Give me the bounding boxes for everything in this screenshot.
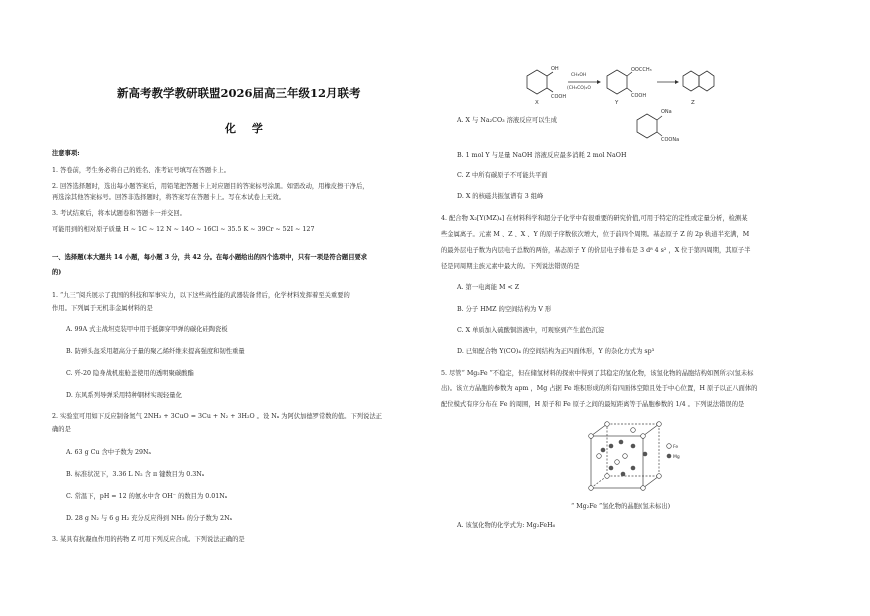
- option-c: C. Z 中所有碳原子不可能共平面: [457, 172, 548, 179]
- question-stem: 3. 某具有抗凝血作用的药物 Z 可用下列反应合成。下列说法正确的是: [52, 536, 245, 543]
- option-d: D. 28 g N₂ 与 6 g H₂ 充分反应得到 NH₃ 的分子数为 2Nₐ: [66, 515, 233, 522]
- group-oh: OH: [551, 66, 559, 72]
- legend-fe: Fe: [673, 445, 679, 450]
- group-cooh: COOH: [551, 94, 567, 100]
- question-stem: 2. 实验室可用如下反应制备氮气 2NH₃ + 3CuO = 3Cu + N₂ + 3H₂O 。设 Nₐ 为阿伏加德罗常数的值。下列说法正: [52, 413, 382, 420]
- option-c: C. 常温下，pH = 12 的氨水中含 OH⁻ 的数目为 0.01Nₐ: [66, 493, 228, 500]
- notice-heading: 注意事项:: [52, 150, 80, 157]
- label-x: X: [535, 100, 539, 106]
- question-stem: 确的是: [52, 426, 71, 433]
- option-b: B. 防弹头盔采用超高分子量的聚乙烯纤维来提高强度和韧性重量: [66, 348, 245, 355]
- option-b: B. 标准状况下，3.36 L N₂ 含 π 键数目为 0.3Nₐ: [66, 471, 205, 478]
- group-cooh: COOH: [631, 93, 647, 99]
- legend-mg-marker: [667, 454, 672, 459]
- benzene-ring-x: [527, 70, 547, 94]
- pyrone-ring-z: [699, 71, 714, 91]
- question-stem: 5. 尽管“ Mg₂Fe ”不稳定，但在储氢材料的探索中得到了其稳定的氢化物，该氢化物的晶胞结构如图所示(氢未标: [441, 370, 754, 377]
- question-stem: 出)。该立方晶胞的参数为 apm ，Mg 占据 Fe 堆积形成的所有四面体空隙且处于中心位置，H 原子以正八面体的: [441, 385, 758, 392]
- figure-caption: “ Mg₂Fe ”氢化物的晶胞(氢未标出): [571, 503, 671, 510]
- reagent-top: CH₃OH: [571, 73, 587, 78]
- notice-item: 2. 回答选择题时，选出每小题答案后，用铅笔把答题卡上对应题目的答案标号涂黑。如需改动，用橡皮擦干净后，: [52, 183, 369, 190]
- exam-title: 新高考教学教研联盟2026届高三年级12月联考: [117, 86, 361, 100]
- question-stem: 1. “九三”阅兵展示了我国的科技和军事实力，以下这些高性能的武器装备背后，化学材料发挥着至关重要的: [52, 292, 350, 299]
- option-d: D. 已知配合物 Y(CO)₄ 的空间结构为正四面体形，Y 的杂化方式为 sp³: [457, 348, 655, 355]
- option-d: D. X 的核磁共振氢谱有 3 组峰: [457, 193, 544, 200]
- option-c: C. X 单质加入硫酸铜溶液中，可观察到产生蓝色沉淀: [457, 327, 605, 334]
- group-coona: COONa: [661, 137, 680, 142]
- question-stem: 径是同周期主族元素中最大的。下列说法错误的是: [441, 263, 580, 270]
- crystal-cell-diagram: [583, 420, 683, 500]
- option-b: B. 1 mol Y 与足量 NaOH 溶液反应最多消耗 2 mol NaOH: [457, 152, 627, 159]
- atomic-masses: 可能用到的相对原子质量 H ~ 1C ~ 12 N ~ 14O ~ 16Cl ~ 35.5 K ~ 39Cr ~ 52I ~ 127: [52, 226, 315, 233]
- option-d: D. 东风系列导弹采用特种钢材实现轻量化: [66, 392, 182, 399]
- option-a: A. 该氢化物的化学式为: Mg₂FeH₆: [457, 522, 556, 529]
- question-stem: 配位模式有序分布在 Fe 的周围，H 原子和 Fe 原子之间的最短距离等于晶胞参数的 1/4 。下列说法错误的是: [441, 401, 745, 408]
- question-stem: 些金属离子。元素 M 、Z 、X 、Y 的原子序数依次增大，位于前四个周期。基态原子 Z 的 2p 轨道半充满，M: [441, 231, 750, 238]
- question-stem: 作用。下列属于无机非金属材料的是: [52, 305, 153, 312]
- benzene-ring-z: [683, 71, 699, 91]
- option-a: A. X 与 Na₂CO₃ 溶液反应可以生成: [457, 117, 558, 124]
- section-heading: 一、选择题(本大题共 14 小题，每小题 3 分，共 42 分。在每小题给出的四个选项中，只有一项是符合题目要求: [52, 254, 368, 261]
- notice-item: 3. 考试结束后，将本试题卷和答题卡一并交回。: [52, 210, 186, 217]
- label-z: Z: [691, 100, 695, 106]
- legend-fe-marker: [667, 444, 672, 449]
- benzene-ring-y: [607, 70, 627, 94]
- option-a: A. 99A 式主战坦克装甲中用于抵御穿甲弹的碳化硅陶瓷板: [66, 326, 228, 333]
- notice-item: 1. 答卷前，考生务必将自己的姓名、准考证号填写在答题卡上。: [52, 167, 231, 174]
- option-c: C. 歼-20 隐身战机座舱盖使用的透明聚碳酸酯: [66, 370, 194, 377]
- reaction-scheme: [505, 58, 715, 142]
- label-y: Y: [615, 100, 619, 106]
- question-stem: 4. 配合物 X₂[Y(MZ)₄] 在材料科学和超分子化学中有很重要的研究价值,可用于特定的定性或定量分析，检测某: [441, 215, 748, 222]
- option-a: A. 63 g Cu 含中子数为 29Nₐ: [66, 449, 151, 456]
- option-b: B. 分子 HMZ 的空间结构为 V 形: [457, 306, 552, 313]
- legend-mg: Mg: [673, 455, 680, 460]
- reagent-bottom: (CH₃CO)₂O: [567, 86, 591, 91]
- question-stem: 的最外层电子数为内层电子总数的两倍，基态原子 Y 的价层电子排布是 3 d⁸ 4 s² ，X 位于第四周期，其原子半: [441, 247, 751, 254]
- group-ester: OOCCH₃: [631, 67, 652, 73]
- benzene-ring-salt: [637, 114, 657, 138]
- notice-item: 再选涂其他答案标号。回答非选择题时，将答案写在答题卡上。写在本试卷上无效。: [52, 194, 285, 201]
- group-ona: ONa: [661, 109, 672, 115]
- section-heading-cont: 的): [52, 269, 62, 276]
- option-a: A. 第一电离能 M < Z: [457, 284, 520, 291]
- exam-subject: 化 学: [225, 122, 269, 135]
